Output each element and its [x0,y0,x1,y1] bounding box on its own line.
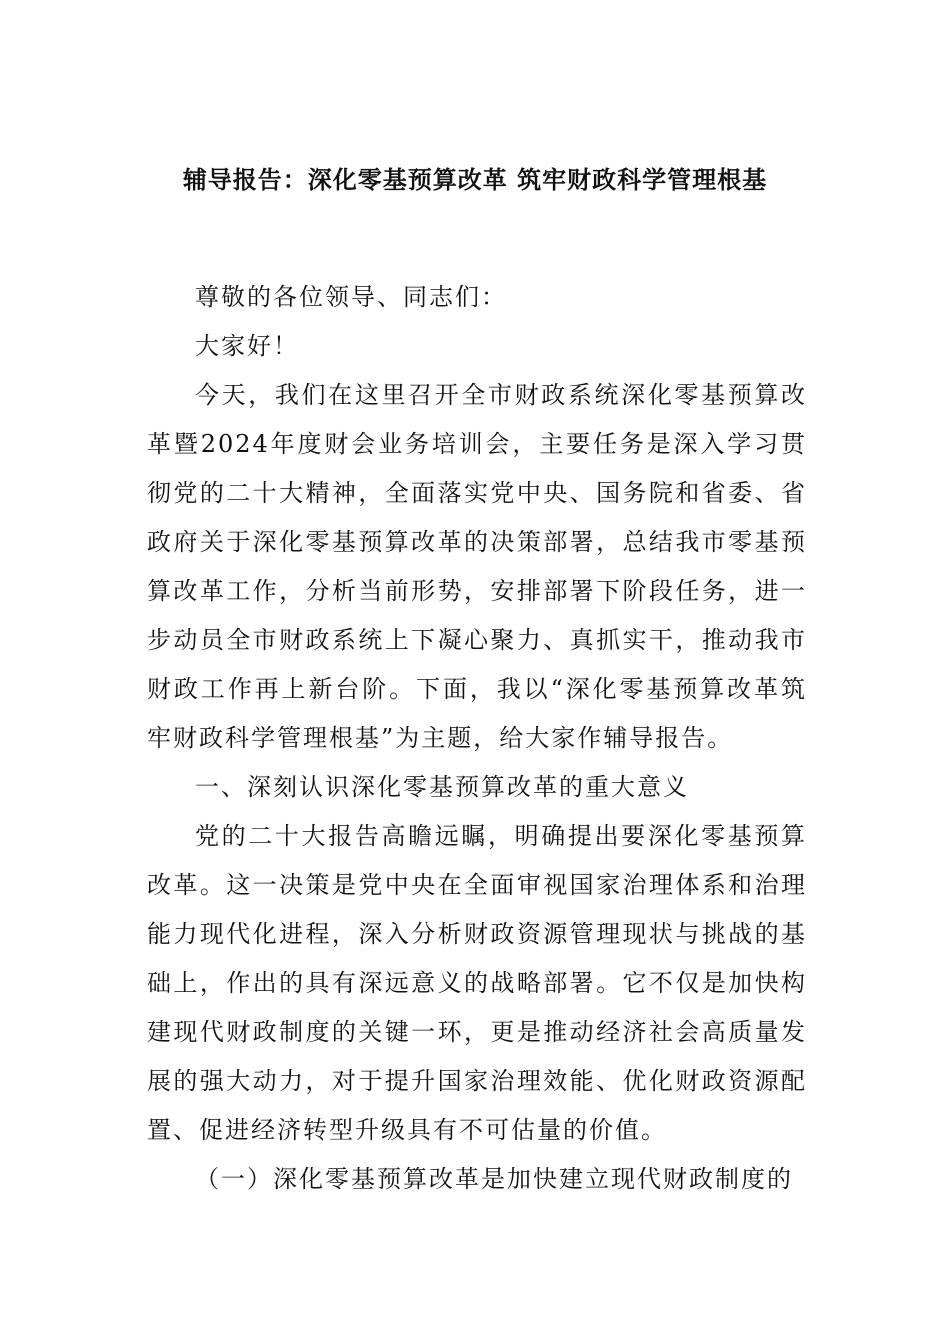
intro-paragraph: 今天，我们在这里召开全市财政系统深化零基预算改革暨2024年度财会业务培训会，主要任务是深入学习贯彻党的二十大精神，全面落实党中央、国务院和省委、省政府关于深化零基预算改革的决策部署，总结我市零基预算改革工作，分析当前形势，安排部署下阶段任务，进一步动员全市财政系统上下凝心聚力、真抓实干，推动我市财政工作再上新台阶。下面，我以“深化零基预算改革筑牢财政科学管理根基”为主题，给大家作辅导报告。 [147,381,807,752]
section-heading-1: 一、深刻认识深化零基预算改革的重大意义 [195,773,689,801]
greeting-paragraph: 大家好！ [195,332,299,360]
section-1-paragraph: 党的二十大报告高瞻远瞩，明确提出要深化零基预算改革。这一决策是党中央在全面审视国家治理体系和治理能力现代化进程，深入分析财政资源管理现状与挑战的基础上，作出的具有深远意义的战略部署。它不仅是加快构建现代财政制度的关键一环，更是推动经济社会高质量发展的强大动力，对于提升国家治理效能、优化财政资源配置、促进经济转型升级具有不可估量的价值。 [147,822,807,1144]
subsection-heading-1: （一）深化零基预算改革是加快建立现代财政制度的 [195,1165,793,1193]
document-title: 辅导报告：深化零基预算改革 筑牢财政科学管理根基 [182,165,768,194]
salutation-paragraph: 尊敬的各位领导、同志们： [195,283,507,311]
document-body [147,273,807,1204]
